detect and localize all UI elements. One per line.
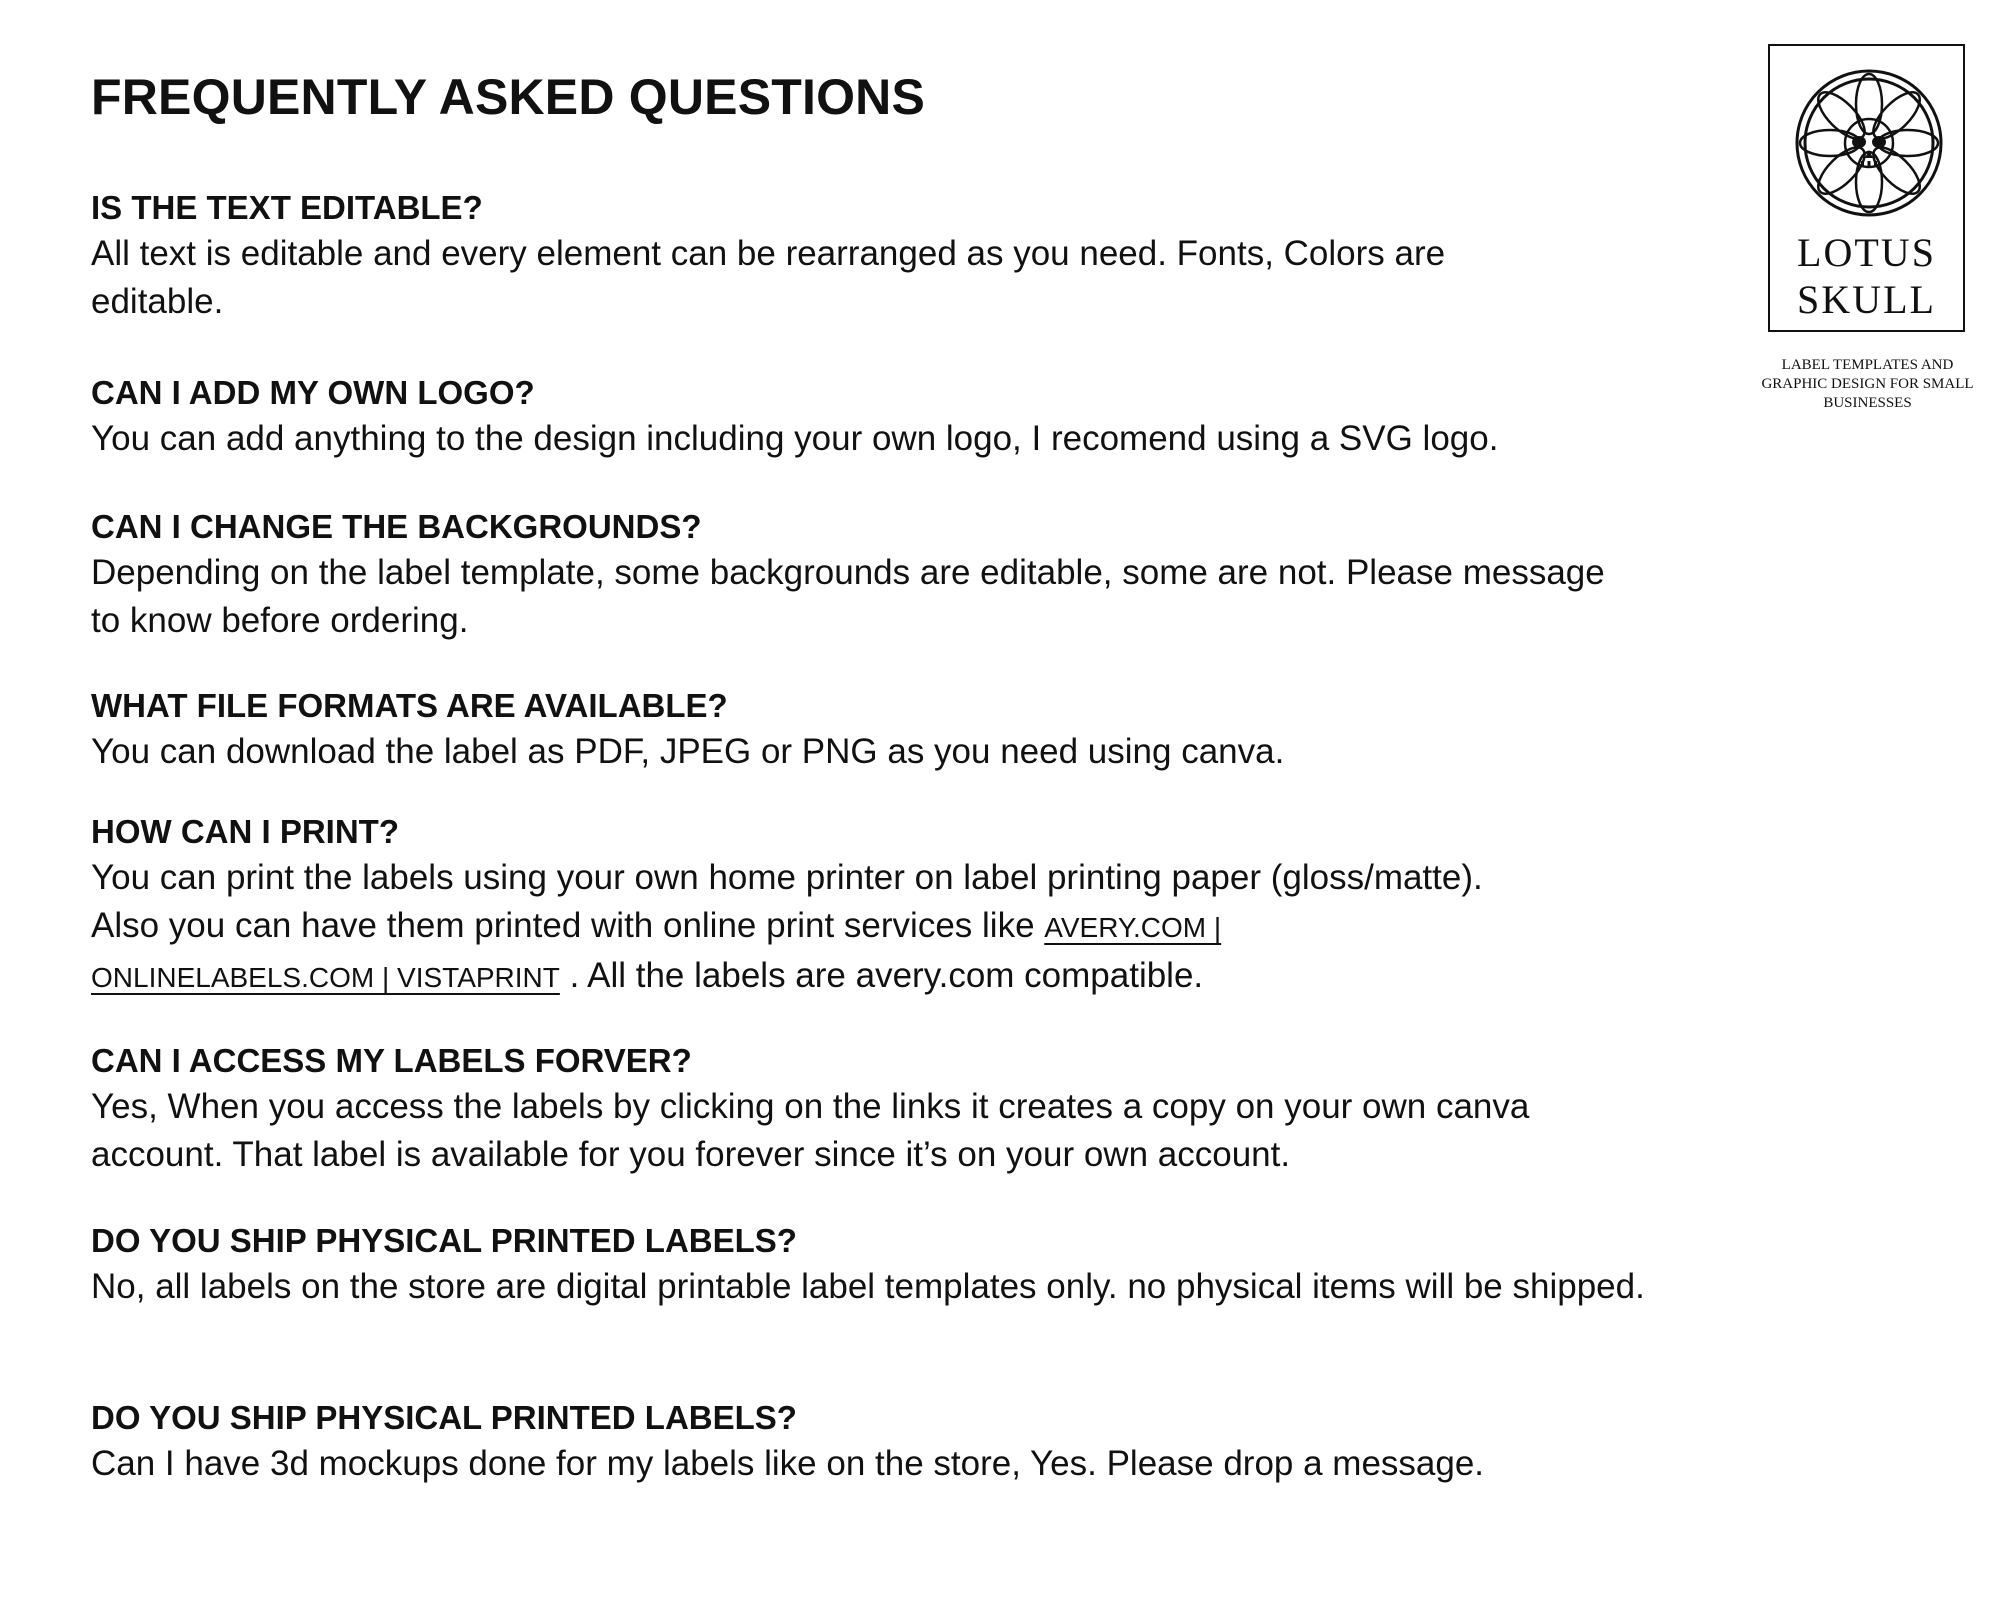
faq-question: CAN I ACCESS MY LABELS FORVER? (91, 1042, 692, 1079)
faq-answer-text: You can print the labels using your own home printer on label printing paper (gloss/matte). Also you can have them printed with online print services like (91, 858, 1483, 945)
faq-answer: No, all labels on the store are digital printable label templates only. no physical items will be shipped. (91, 1267, 1645, 1306)
faq-answer: You can add anything to the design including your own logo, I recomend using a SVG logo. (91, 419, 1499, 458)
faq-question: DO YOU SHIP PHYSICAL PRINTED LABELS? (91, 1399, 797, 1436)
faq-answer: You can download the label as PDF, JPEG or PNG as you need using canva. (91, 732, 1285, 771)
faq-item-access-forever (91, 1039, 1631, 1179)
brand-tagline: LABEL TEMPLATES AND GRAPHIC DESIGN FOR SMALL BUSINESSES (1761, 357, 1974, 411)
faq-answer: Depending on the label template, some backgrounds are editable, some are not. Please message to know before ordering. (91, 553, 1605, 640)
faq-item-file-formats (91, 684, 1631, 776)
faq-question: WHAT FILE FORMATS ARE AVAILABLE? (91, 687, 728, 724)
faq-item-text-editable (91, 186, 1631, 326)
brand-name-line1: LOTUS (1797, 230, 1936, 275)
faq-answer: Yes, When you access the labels by clicking on the links it creates a copy on your own canva account. That label is available for you forever since it’s on your own account. (91, 1087, 1530, 1174)
faq-answer (91, 854, 1491, 1002)
faq-question: IS THE TEXT EDITABLE? (91, 189, 483, 226)
page-title: FREQUENTLY ASKED QUESTIONS (91, 69, 926, 125)
faq-question: CAN I CHANGE THE BACKGROUNDS? (91, 508, 702, 545)
faq-item-ship-physical (91, 1219, 1645, 1311)
brand-name-line2: SKULL (1797, 277, 1936, 322)
brand-logo-box (1768, 44, 1965, 332)
faq-question: DO YOU SHIP PHYSICAL PRINTED LABELS? (91, 1222, 797, 1259)
faq-answer: Can I have 3d mockups done for my labels like on the store, Yes. Please drop a message. (91, 1444, 1485, 1483)
lotus-skull-icon (1794, 68, 1944, 218)
print-services-links[interactable]: AVERY.COM | ONLINELABELS.COM | VISTAPRINT (91, 912, 1222, 993)
faq-answer: All text is editable and every element can be rearranged as you need. Fonts, Colors are editable. (91, 234, 1446, 321)
faq-item-3d-mockups (91, 1396, 1631, 1488)
faq-item-own-logo (91, 371, 1631, 463)
faq-item-how-print (91, 810, 1631, 1002)
faq-question: CAN I ADD MY OWN LOGO? (91, 374, 535, 411)
faq-answer-end: . All the labels are avery.com compatible. (569, 956, 1204, 995)
faq-item-backgrounds (91, 505, 1631, 645)
faq-question: HOW CAN I PRINT? (91, 813, 399, 850)
